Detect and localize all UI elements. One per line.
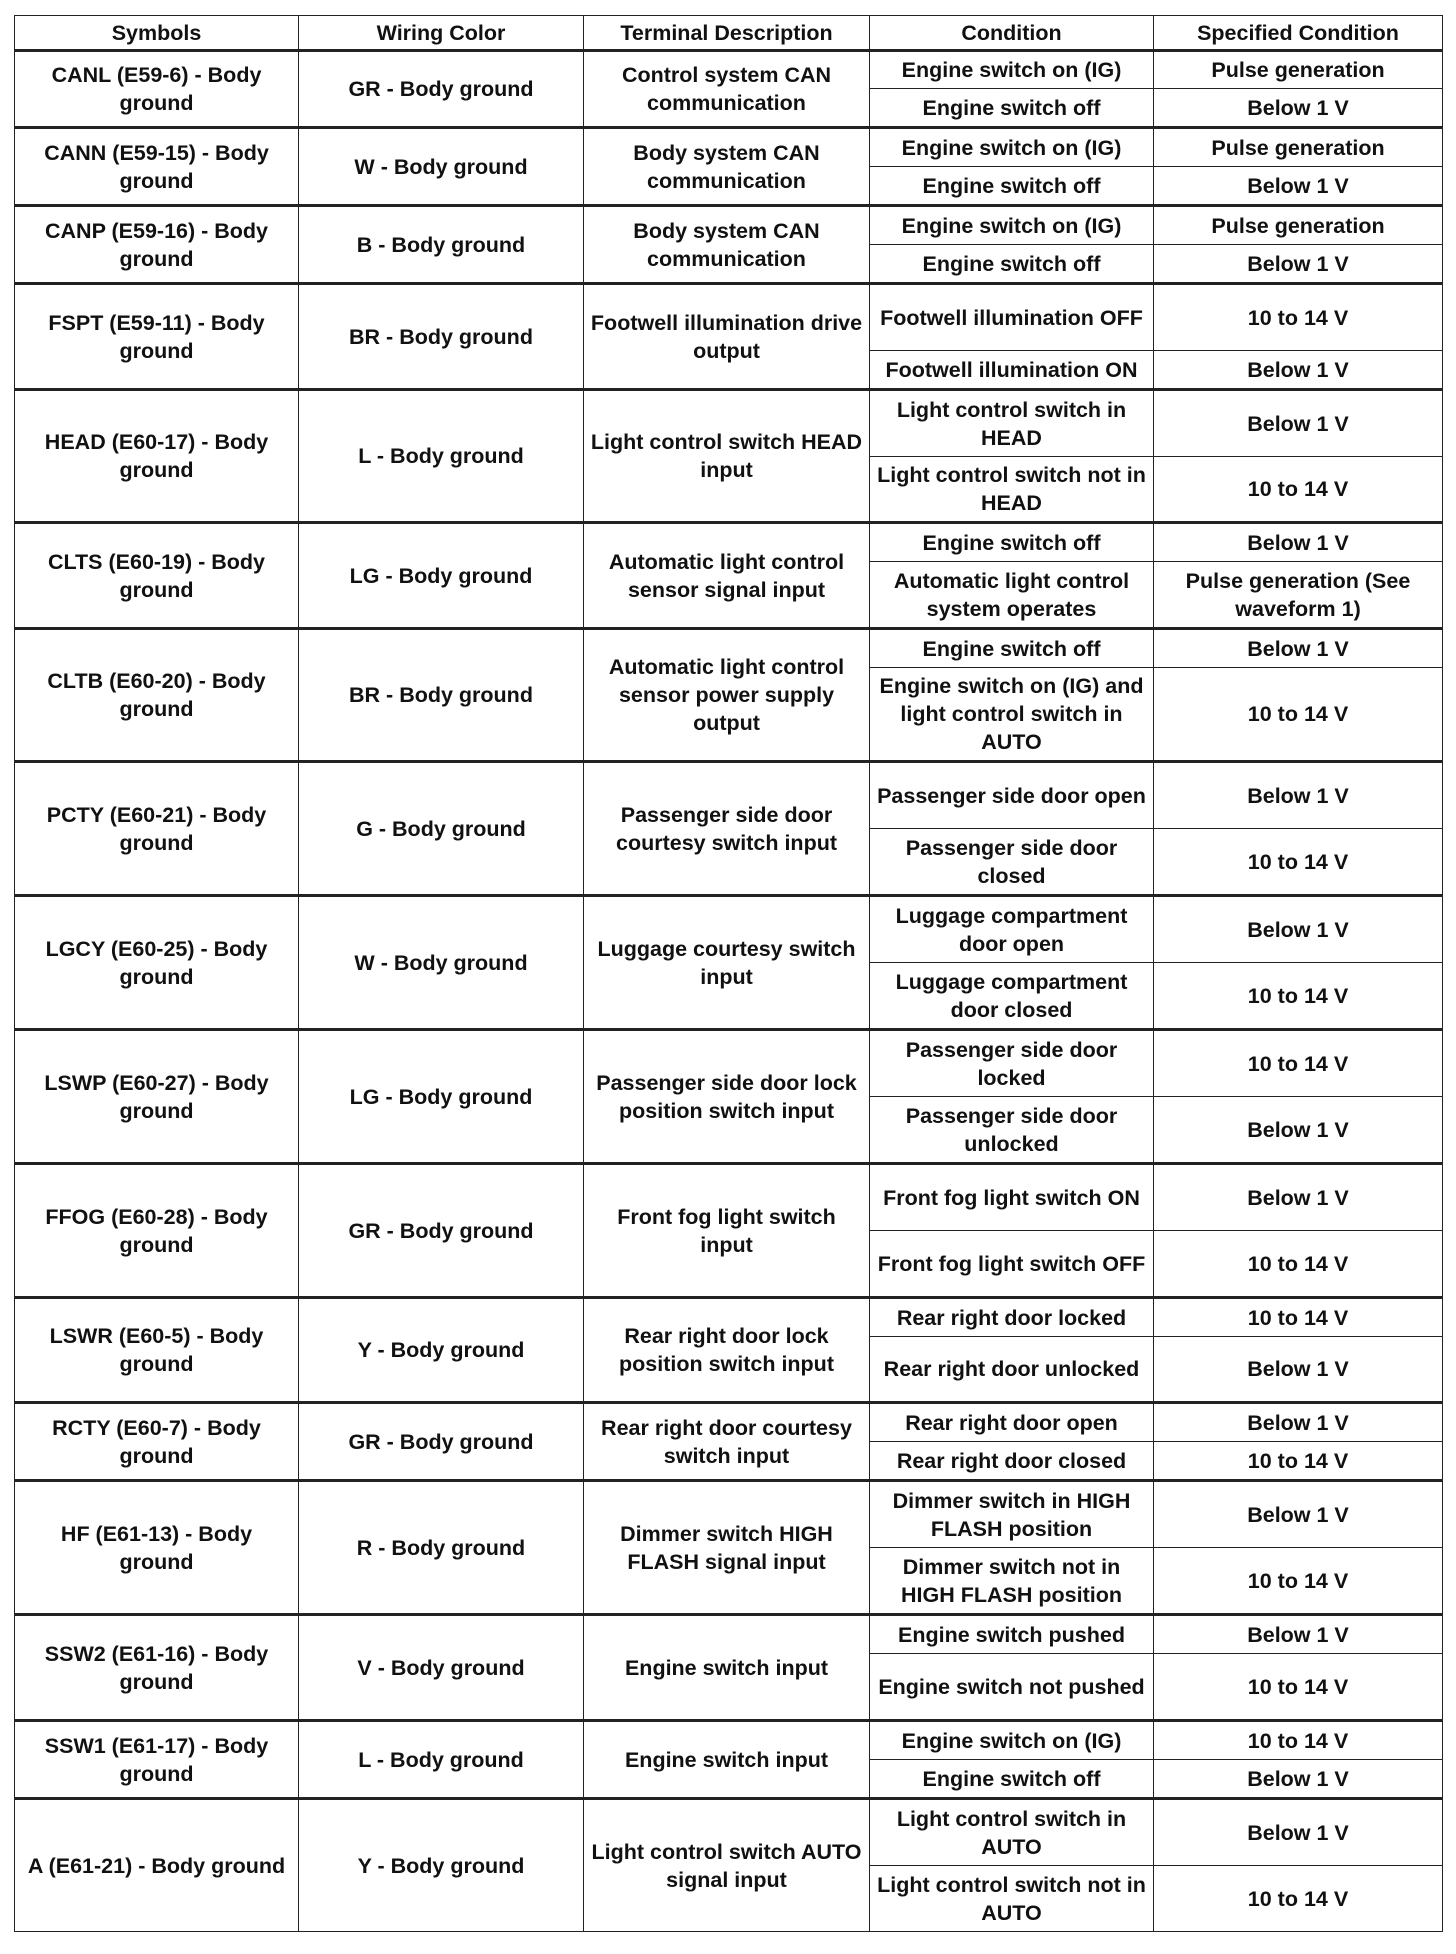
condition-cell: Dimmer switch not in HIGH FLASH position — [870, 1548, 1154, 1615]
specified-condition-cell: 10 to 14 V — [1154, 1866, 1443, 1932]
table-row — [15, 1030, 1443, 1097]
table-row — [15, 1799, 1443, 1866]
symbol-cell: FFOG (E60-28) - Body ground — [15, 1164, 299, 1298]
symbol-cell: CLTS (E60-19) - Body ground — [15, 523, 299, 629]
terminal-description-cell: Front fog light switch input — [584, 1164, 870, 1298]
specified-condition-cell: Below 1 V — [1154, 245, 1443, 284]
table-row — [15, 206, 1443, 245]
symbol-cell: FSPT (E59-11) - Body ground — [15, 284, 299, 390]
symbol-cell: CANP (E59-16) - Body ground — [15, 206, 299, 284]
symbol-cell: SSW2 (E61-16) - Body ground — [15, 1615, 299, 1721]
terminal-description-cell: Engine switch input — [584, 1615, 870, 1721]
wiring-color-cell: B - Body ground — [299, 206, 584, 284]
condition-cell: Engine switch off — [870, 523, 1154, 562]
symbol-cell: RCTY (E60-7) - Body ground — [15, 1403, 299, 1481]
terminal-description-cell: Passenger side door lock position switch input — [584, 1030, 870, 1164]
condition-cell: Engine switch not pushed — [870, 1654, 1154, 1721]
wiring-color-cell: W - Body ground — [299, 128, 584, 206]
terminal-table — [14, 15, 1443, 1932]
terminal-description-cell: Footwell illumination drive output — [584, 284, 870, 390]
specified-condition-cell: 10 to 14 V — [1154, 1442, 1443, 1481]
condition-cell: Rear right door closed — [870, 1442, 1154, 1481]
header-symbols: Symbols — [15, 16, 299, 51]
wiring-color-cell: BR - Body ground — [299, 284, 584, 390]
table-header — [15, 16, 1443, 51]
condition-cell: Light control switch not in HEAD — [870, 457, 1154, 523]
header-specified-condition: Specified Condition — [1154, 16, 1443, 51]
specified-condition-cell: 10 to 14 V — [1154, 1030, 1443, 1097]
symbol-cell: LSWR (E60-5) - Body ground — [15, 1298, 299, 1403]
specified-condition-cell: Below 1 V — [1154, 896, 1443, 963]
table-row — [15, 1403, 1443, 1442]
specified-condition-cell: 10 to 14 V — [1154, 1548, 1443, 1615]
condition-cell: Engine switch off — [870, 245, 1154, 284]
symbol-cell: CLTB (E60-20) - Body ground — [15, 629, 299, 762]
condition-cell: Passenger side door open — [870, 762, 1154, 829]
condition-cell: Front fog light switch OFF — [870, 1231, 1154, 1298]
symbol-cell: SSW1 (E61-17) - Body ground — [15, 1721, 299, 1799]
wiring-color-cell: Y - Body ground — [299, 1298, 584, 1403]
specified-condition-cell: 10 to 14 V — [1154, 1231, 1443, 1298]
table-row — [15, 128, 1443, 167]
condition-cell: Engine switch off — [870, 629, 1154, 668]
condition-cell: Engine switch off — [870, 89, 1154, 128]
condition-cell: Light control switch in HEAD — [870, 390, 1154, 457]
header-condition: Condition — [870, 16, 1154, 51]
table-row — [15, 1298, 1443, 1337]
specified-condition-cell: 10 to 14 V — [1154, 668, 1443, 762]
condition-cell: Automatic light control system operates — [870, 562, 1154, 629]
table-row — [15, 51, 1443, 89]
terminal-description-cell: Luggage courtesy switch input — [584, 896, 870, 1030]
header-row — [15, 16, 1443, 51]
table-row — [15, 1615, 1443, 1654]
table-body — [15, 51, 1443, 1932]
specified-condition-cell: Below 1 V — [1154, 762, 1443, 829]
condition-cell: Luggage compartment door closed — [870, 963, 1154, 1030]
specified-condition-cell: 10 to 14 V — [1154, 1298, 1443, 1337]
symbol-cell: A (E61-21) - Body ground — [15, 1799, 299, 1932]
specified-condition-cell: Below 1 V — [1154, 1760, 1443, 1799]
wiring-color-cell: L - Body ground — [299, 1721, 584, 1799]
symbol-cell: CANN (E59-15) - Body ground — [15, 128, 299, 206]
specified-condition-cell: Pulse generation (See waveform 1) — [1154, 562, 1443, 629]
wiring-color-cell: LG - Body ground — [299, 1030, 584, 1164]
condition-cell: Engine switch on (IG) — [870, 1721, 1154, 1760]
specified-condition-cell: Below 1 V — [1154, 523, 1443, 562]
wiring-color-cell: BR - Body ground — [299, 629, 584, 762]
table-row — [15, 629, 1443, 668]
wiring-color-cell: LG - Body ground — [299, 523, 584, 629]
terminal-description-cell: Automatic light control sensor signal input — [584, 523, 870, 629]
terminal-description-cell: Control system CAN communication — [584, 51, 870, 128]
terminal-inspection-sheet — [14, 15, 1443, 1932]
table-row — [15, 896, 1443, 963]
wiring-color-cell: GR - Body ground — [299, 51, 584, 128]
condition-cell: Engine switch on (IG) — [870, 128, 1154, 167]
specified-condition-cell: Pulse generation — [1154, 128, 1443, 167]
wiring-color-cell: GR - Body ground — [299, 1403, 584, 1481]
condition-cell: Rear right door locked — [870, 1298, 1154, 1337]
wiring-color-cell: G - Body ground — [299, 762, 584, 896]
condition-cell: Light control switch in AUTO — [870, 1799, 1154, 1866]
symbol-cell: HEAD (E60-17) - Body ground — [15, 390, 299, 523]
terminal-description-cell: Rear right door courtesy switch input — [584, 1403, 870, 1481]
condition-cell: Luggage compartment door open — [870, 896, 1154, 963]
specified-condition-cell: Below 1 V — [1154, 1403, 1443, 1442]
symbol-cell: CANL (E59-6) - Body ground — [15, 51, 299, 128]
table-row — [15, 390, 1443, 457]
condition-cell: Dimmer switch in HIGH FLASH position — [870, 1481, 1154, 1548]
specified-condition-cell: 10 to 14 V — [1154, 963, 1443, 1030]
table-row — [15, 1164, 1443, 1231]
table-row — [15, 1481, 1443, 1548]
table-row — [15, 762, 1443, 829]
terminal-description-cell: Dimmer switch HIGH FLASH signal input — [584, 1481, 870, 1615]
symbol-cell: PCTY (E60-21) - Body ground — [15, 762, 299, 896]
condition-cell: Engine switch on (IG) — [870, 51, 1154, 89]
specified-condition-cell: Below 1 V — [1154, 1337, 1443, 1403]
table-row — [15, 284, 1443, 351]
condition-cell: Engine switch on (IG) — [870, 206, 1154, 245]
terminal-description-cell: Light control switch AUTO signal input — [584, 1799, 870, 1932]
terminal-description-cell: Body system CAN communication — [584, 128, 870, 206]
condition-cell: Rear right door unlocked — [870, 1337, 1154, 1403]
terminal-description-cell: Rear right door lock position switch input — [584, 1298, 870, 1403]
condition-cell: Footwell illumination OFF — [870, 284, 1154, 351]
condition-cell: Engine switch off — [870, 1760, 1154, 1799]
specified-condition-cell: Below 1 V — [1154, 351, 1443, 390]
terminal-description-cell: Passenger side door courtesy switch input — [584, 762, 870, 896]
specified-condition-cell: 10 to 14 V — [1154, 1721, 1443, 1760]
specified-condition-cell: 10 to 14 V — [1154, 829, 1443, 896]
specified-condition-cell: Pulse generation — [1154, 206, 1443, 245]
wiring-color-cell: W - Body ground — [299, 896, 584, 1030]
specified-condition-cell: 10 to 14 V — [1154, 284, 1443, 351]
specified-condition-cell: 10 to 14 V — [1154, 457, 1443, 523]
terminal-description-cell: Body system CAN communication — [584, 206, 870, 284]
wiring-color-cell: Y - Body ground — [299, 1799, 584, 1932]
condition-cell: Passenger side door unlocked — [870, 1097, 1154, 1164]
condition-cell: Engine switch pushed — [870, 1615, 1154, 1654]
table-row — [15, 523, 1443, 562]
wiring-color-cell: GR - Body ground — [299, 1164, 584, 1298]
condition-cell: Engine switch off — [870, 167, 1154, 206]
specified-condition-cell: Below 1 V — [1154, 1164, 1443, 1231]
specified-condition-cell: Pulse generation — [1154, 51, 1443, 89]
specified-condition-cell: Below 1 V — [1154, 167, 1443, 206]
header-terminal-description: Terminal Description — [584, 16, 870, 51]
specified-condition-cell: Below 1 V — [1154, 1481, 1443, 1548]
specified-condition-cell: Below 1 V — [1154, 629, 1443, 668]
header-wiring-color: Wiring Color — [299, 16, 584, 51]
terminal-description-cell: Automatic light control sensor power supply output — [584, 629, 870, 762]
specified-condition-cell: 10 to 14 V — [1154, 1654, 1443, 1721]
table-row — [15, 1721, 1443, 1760]
specified-condition-cell: Below 1 V — [1154, 390, 1443, 457]
condition-cell: Light control switch not in AUTO — [870, 1866, 1154, 1932]
condition-cell: Front fog light switch ON — [870, 1164, 1154, 1231]
terminal-description-cell: Light control switch HEAD input — [584, 390, 870, 523]
specified-condition-cell: Below 1 V — [1154, 1615, 1443, 1654]
condition-cell: Passenger side door locked — [870, 1030, 1154, 1097]
condition-cell: Engine switch on (IG) and light control switch in AUTO — [870, 668, 1154, 762]
condition-cell: Passenger side door closed — [870, 829, 1154, 896]
wiring-color-cell: L - Body ground — [299, 390, 584, 523]
terminal-description-cell: Engine switch input — [584, 1721, 870, 1799]
specified-condition-cell: Below 1 V — [1154, 1799, 1443, 1866]
wiring-color-cell: V - Body ground — [299, 1615, 584, 1721]
specified-condition-cell: Below 1 V — [1154, 89, 1443, 128]
symbol-cell: LGCY (E60-25) - Body ground — [15, 896, 299, 1030]
specified-condition-cell: Below 1 V — [1154, 1097, 1443, 1164]
symbol-cell: HF (E61-13) - Body ground — [15, 1481, 299, 1615]
condition-cell: Rear right door open — [870, 1403, 1154, 1442]
condition-cell: Footwell illumination ON — [870, 351, 1154, 390]
wiring-color-cell: R - Body ground — [299, 1481, 584, 1615]
symbol-cell: LSWP (E60-27) - Body ground — [15, 1030, 299, 1164]
